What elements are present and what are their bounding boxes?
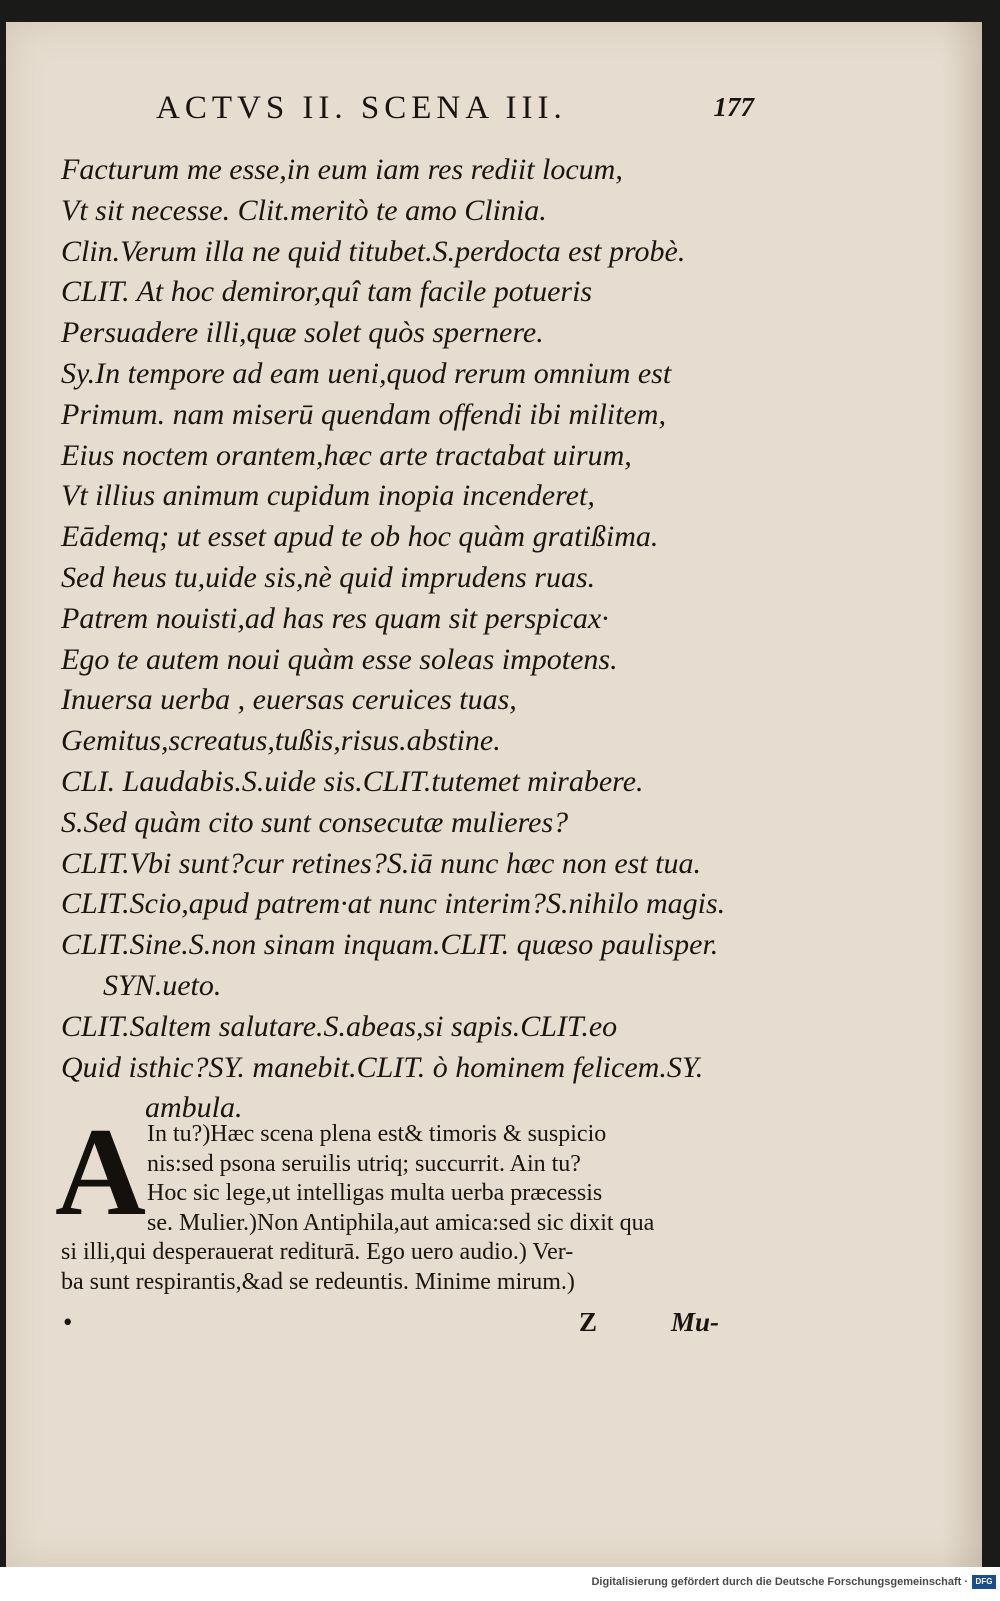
verse-line: CLIT.Saltem salutare.S.abeas,si sapis.CLIT.eo — [61, 1009, 618, 1043]
verse-line: Sy.In tempore ad eam ueni,quod rerum omnium est — [61, 356, 672, 390]
verse-line: Primum. nam miserū quendam offendi ibi militem, — [61, 397, 666, 431]
verse-line: Patrem nouisti,ad has res quam sit perspicax· — [61, 601, 609, 635]
credit-bar — [0, 1567, 1000, 1601]
page-dot: • — [63, 1307, 73, 1337]
signature-mark: Z — [579, 1307, 598, 1337]
verse-line: Sed heus tu,uide sis,nè quid imprudens ruas. — [61, 560, 596, 594]
verse-line: Ego te autem noui quàm esse soleas impotens. — [61, 642, 618, 676]
verse-line: Quid isthic?SY. manebit.CLIT. ò hominem felicem.SY. — [61, 1050, 704, 1084]
page-header — [156, 90, 756, 134]
commentary-line: se. Mulier.)Non Antiphila,aut amica:sed sic dixit qua — [147, 1209, 655, 1236]
verse-line: Persuadere illi,quæ solet quòs spernere. — [61, 316, 544, 350]
verse-line: CLIT.Vbi sunt?cur retines?S.iā nunc hæc non est tua. — [61, 846, 701, 880]
running-head: ACTVS II. SCENA III. — [156, 90, 567, 126]
verse-line: Vt illius animum cupidum inopia incenderet, — [61, 479, 595, 513]
credit-text: Digitalisierung gefördert durch die Deutsche Forschungsgemeinschaft · — [591, 1576, 968, 1588]
page-footer — [61, 1307, 741, 1341]
verse-line: S.Sed quàm cito sunt consecutæ mulieres? — [61, 805, 569, 839]
page-number: 177 — [713, 92, 754, 122]
verse-line: Vt sit necesse. Clit.meritò te amo Clinia. — [61, 193, 547, 227]
verse-line: Gemitus,screatus,tußis,risus.abstine. — [61, 724, 501, 758]
commentary-line: nis:sed psona seruilis utriq; succurrit. Ain tu? — [147, 1150, 581, 1177]
verse-line: Inuersa uerba , euersas ceruices tuas, — [61, 683, 517, 717]
verse-line: CLIT.Sine.S.non sinam inquam.CLIT. quæso paulisper. — [61, 928, 719, 962]
dfg-logo-icon: DFG — [972, 1575, 996, 1589]
verse-block — [61, 150, 781, 1129]
commentary-line: Hoc sic lege,ut intelligas multa uerba præcessis — [147, 1180, 603, 1206]
commentary-line: ba sunt respirantis,&ad se redeuntis. Minime mirum.) — [61, 1268, 575, 1295]
drop-cap: A — [55, 1103, 146, 1242]
verse-line: Eādemq; ut esset apud te ob hoc quàm gratißima. — [61, 520, 659, 554]
commentary-line: In tu?)Hæc scena plena est& timoris & suspicio — [147, 1121, 607, 1147]
verse-line: SYN.ueto. — [103, 968, 222, 1002]
catchword: Mu- — [671, 1307, 720, 1337]
book-page — [6, 22, 982, 1567]
verse-line: CLI. Laudabis.S.uide sis.CLIT.tutemet mirabere. — [61, 764, 644, 798]
verse-line: CLIT.Scio,apud patrem·at nunc interim?S.nihilo magis. — [61, 887, 726, 921]
verse-line: Facturum me esse,in eum iam res rediit locum, — [61, 153, 623, 186]
verse-line: Eius noctem orantem,hæc arte tractabat uirum, — [61, 438, 632, 472]
verse-line: CLIT. At hoc demiror,quî tam facile potueris — [61, 275, 593, 309]
verse-line: ambula. — [145, 1091, 243, 1125]
commentary-line: si illi,qui desperauerat rediturā. Ego uero audio.) Ver- — [61, 1239, 574, 1265]
verse-line: Clin.Verum illa ne quid titubet.S.perdocta est probè. — [61, 234, 686, 268]
